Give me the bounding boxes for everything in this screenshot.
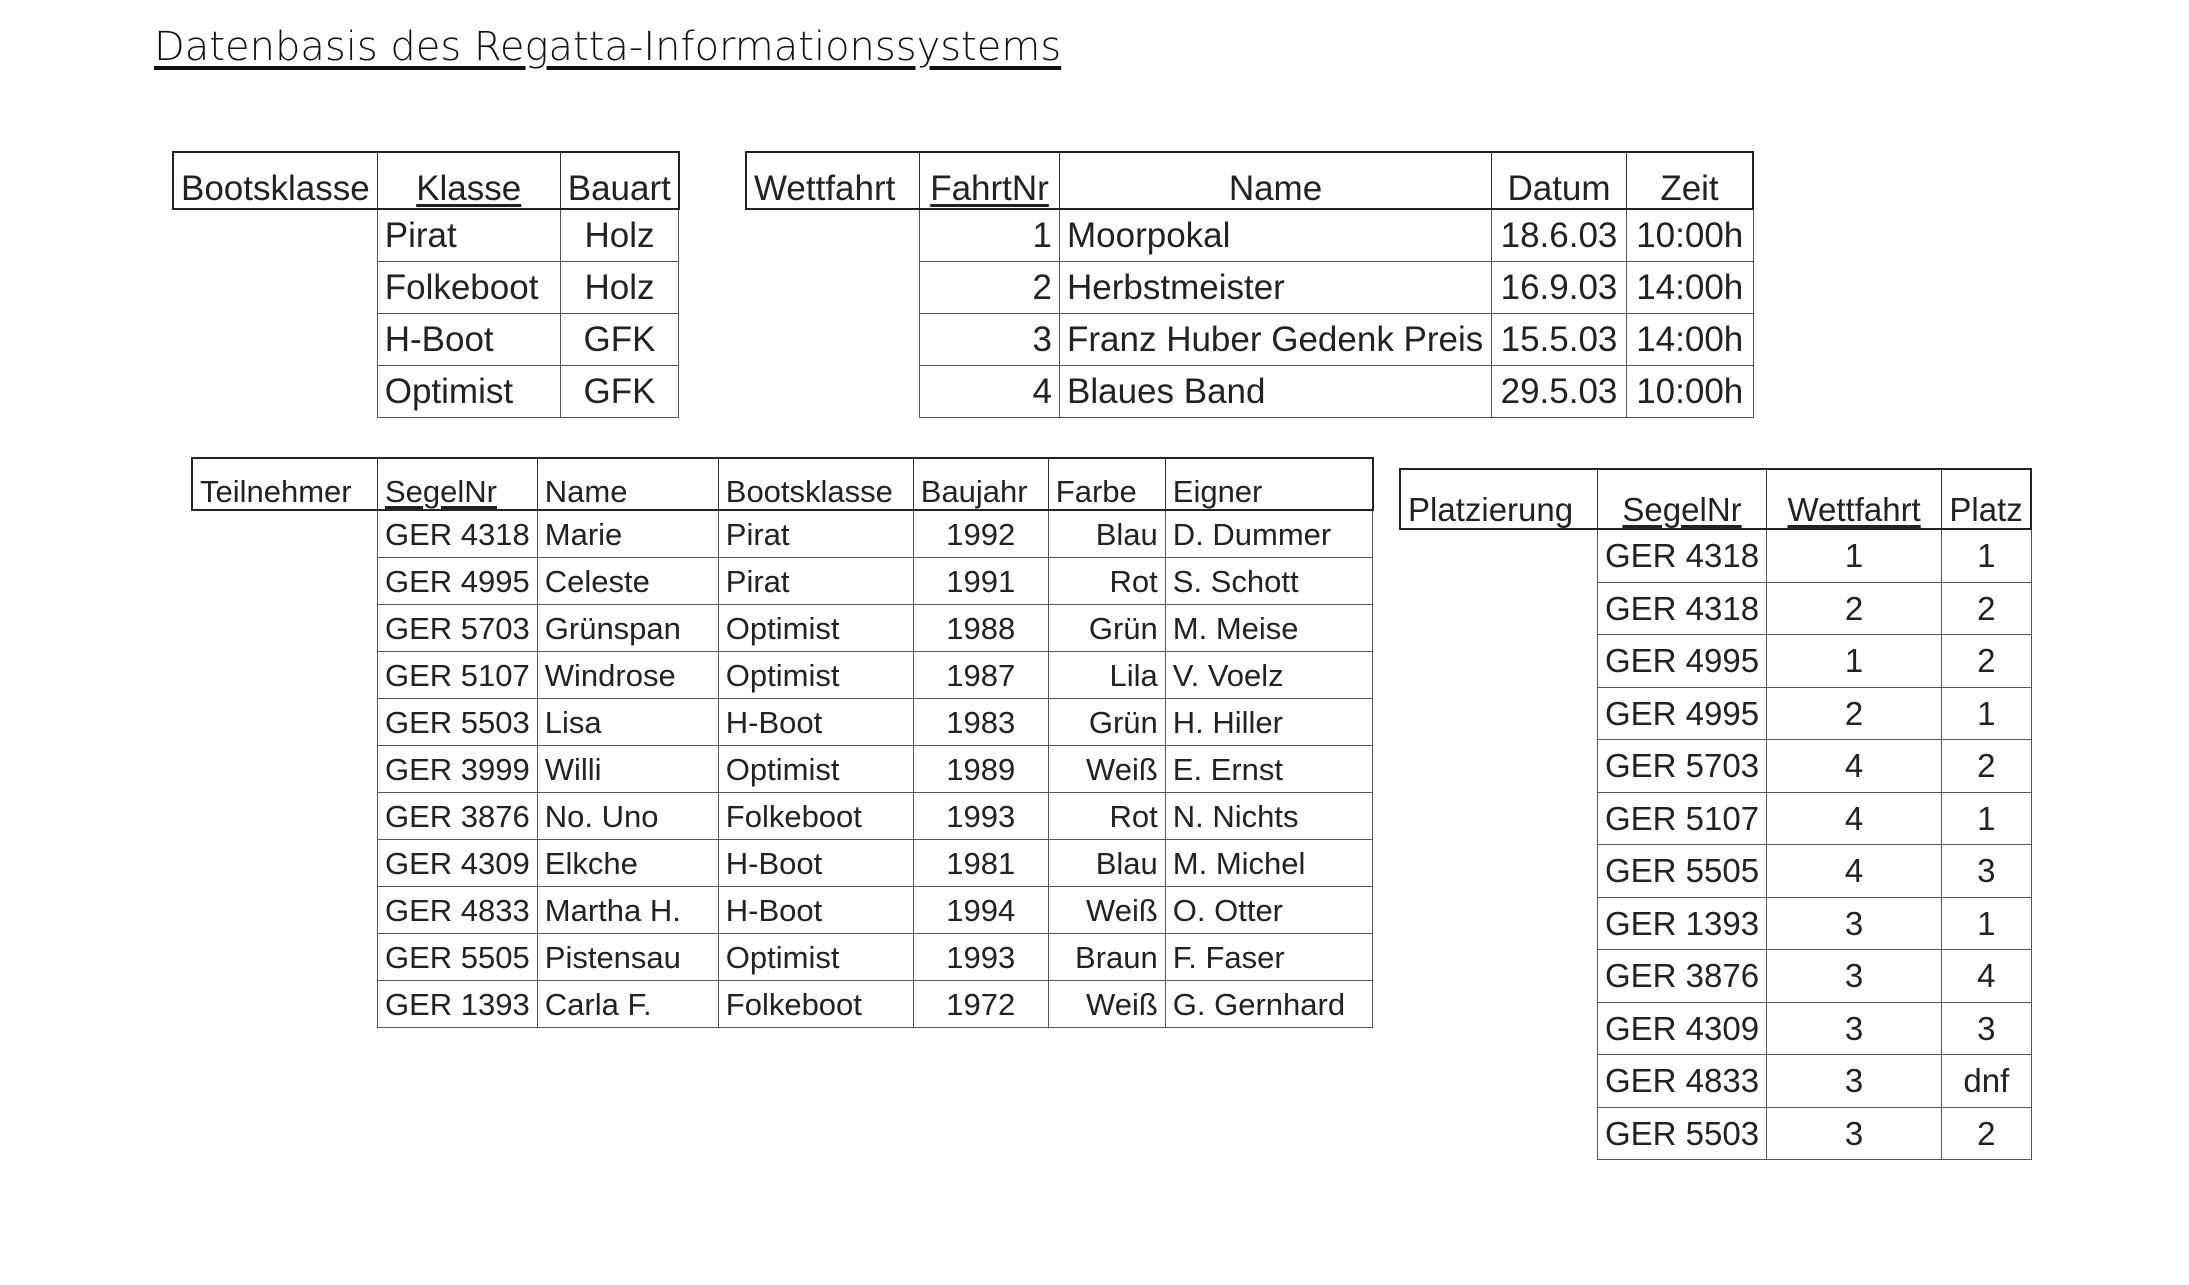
spacer-cell (1400, 1002, 1598, 1055)
table-cell: GER 4318 (1598, 582, 1767, 635)
table-cell: Moorpokal (1060, 209, 1492, 262)
column-header: Name (1060, 152, 1492, 209)
table-cell: GER 5505 (378, 934, 538, 981)
table-cell: G. Gernhard (1165, 981, 1373, 1028)
table-cell: 2 (1942, 635, 2032, 688)
table-cell: 15.5.03 (1492, 314, 1627, 366)
header-row (192, 458, 1373, 510)
column-header: Zeit (1627, 152, 1754, 209)
table-cell: GER 1393 (1598, 897, 1767, 950)
table-row (1400, 582, 2031, 635)
table-cell: Rot (1048, 793, 1165, 840)
table-row (1400, 792, 2031, 845)
table-cell: GFK (560, 314, 679, 366)
table-cell: Optimist (718, 746, 913, 793)
table-cell: Optimist (718, 934, 913, 981)
table-row (1400, 529, 2031, 582)
platzierung-table (1399, 468, 2032, 1160)
spacer-cell (192, 652, 378, 699)
column-header: Farbe (1048, 458, 1165, 510)
table-cell: H-Boot (718, 840, 913, 887)
table-cell: 3 (920, 314, 1060, 366)
table-cell: GER 3999 (378, 746, 538, 793)
table-row (173, 366, 679, 418)
table-cell: F. Faser (1165, 934, 1373, 981)
table-cell: N. Nichts (1165, 793, 1373, 840)
table-cell: 18.6.03 (1492, 209, 1627, 262)
spacer-cell (1400, 1055, 1598, 1108)
table-cell: GER 4833 (378, 887, 538, 934)
spacer-cell (746, 209, 920, 262)
table-cell: Optimist (718, 652, 913, 699)
column-header: FahrtNr (920, 152, 1060, 209)
table-row (192, 510, 1373, 558)
table-cell: 4 (1767, 845, 1942, 898)
table-cell: GER 5505 (1598, 845, 1767, 898)
table-cell: 1987 (913, 652, 1048, 699)
table-cell: Windrose (537, 652, 718, 699)
table-cell: 4 (920, 366, 1060, 418)
spacer-cell (1400, 635, 1598, 688)
table-cell: GER 5503 (378, 699, 538, 746)
column-header: SegelNr (1598, 469, 1767, 529)
table-row (1400, 635, 2031, 688)
column-header: Bootsklasse (718, 458, 913, 510)
table-cell: 1 (1942, 529, 2032, 582)
table-row (1400, 740, 2031, 793)
table-row (192, 981, 1373, 1028)
column-header: Baujahr (913, 458, 1048, 510)
table-row (192, 840, 1373, 887)
column-header: Bauart (560, 152, 679, 209)
table-row (1400, 1002, 2031, 1055)
table-cell: 3 (1767, 1002, 1942, 1055)
table-cell: Pistensau (537, 934, 718, 981)
table-cell: GER 4309 (378, 840, 538, 887)
table-cell: 1991 (913, 558, 1048, 605)
spacer-cell (192, 699, 378, 746)
table-cell: Weiß (1048, 981, 1165, 1028)
table-cell: 2 (920, 262, 1060, 314)
spacer-cell (192, 510, 378, 558)
spacer-cell (1400, 792, 1598, 845)
table-row (192, 887, 1373, 934)
table-row (192, 699, 1373, 746)
table-row (173, 262, 679, 314)
table-cell: 1994 (913, 887, 1048, 934)
table-cell: 10:00h (1627, 209, 1754, 262)
table-cell: 2 (1942, 582, 2032, 635)
table-row (192, 652, 1373, 699)
spacer-cell (192, 934, 378, 981)
table-cell: Weiß (1048, 887, 1165, 934)
table-cell: 3 (1942, 1002, 2032, 1055)
table-cell: Willi (537, 746, 718, 793)
table-row (1400, 1107, 2031, 1160)
table-cell: S. Schott (1165, 558, 1373, 605)
table-row (192, 793, 1373, 840)
table-cell: 2 (1942, 740, 2032, 793)
column-header: Klasse (377, 152, 560, 209)
column-header: Platz (1942, 469, 2032, 529)
table-row (1400, 845, 2031, 898)
table-cell: GER 5703 (1598, 740, 1767, 793)
table-cell: 1993 (913, 934, 1048, 981)
spacer-cell (173, 262, 377, 314)
column-header: Wettfahrt (1767, 469, 1942, 529)
table-row (192, 558, 1373, 605)
table-cell: 2 (1942, 1107, 2032, 1160)
table-cell: Lisa (537, 699, 718, 746)
spacer-cell (746, 262, 920, 314)
header-row (746, 152, 1753, 209)
table-cell: GER 4318 (1598, 529, 1767, 582)
table-cell: Grün (1048, 699, 1165, 746)
spacer-cell (192, 746, 378, 793)
column-header: Eigner (1165, 458, 1373, 510)
spacer-cell (1400, 529, 1598, 582)
table-cell: H. Hiller (1165, 699, 1373, 746)
table-cell: 1 (1942, 687, 2032, 740)
table-row (1400, 950, 2031, 1003)
spacer-cell (746, 314, 920, 366)
table-cell: D. Dummer (1165, 510, 1373, 558)
table-cell: Holz (560, 262, 679, 314)
table-row (173, 209, 679, 262)
table-row (1400, 897, 2031, 950)
table-cell: GER 5503 (1598, 1107, 1767, 1160)
table-cell: 16.9.03 (1492, 262, 1627, 314)
table-cell: GER 5703 (378, 605, 538, 652)
table-cell: Folkeboot (377, 262, 560, 314)
table-cell: Elkche (537, 840, 718, 887)
table-cell: 2 (1767, 687, 1942, 740)
table-cell: Weiß (1048, 746, 1165, 793)
table-cell: GER 4995 (378, 558, 538, 605)
table-cell: Martha H. (537, 887, 718, 934)
bootsklasse-table (172, 151, 680, 418)
table-cell: Celeste (537, 558, 718, 605)
table-cell: 1972 (913, 981, 1048, 1028)
table-cell: Pirat (718, 510, 913, 558)
table-row (192, 605, 1373, 652)
table-cell: E. Ernst (1165, 746, 1373, 793)
table-cell: Marie (537, 510, 718, 558)
table-cell: Blaues Band (1060, 366, 1492, 418)
table-cell: 3 (1767, 950, 1942, 1003)
table-cell: 3 (1767, 1055, 1942, 1108)
spacer-cell (1400, 687, 1598, 740)
spacer-cell (1400, 740, 1598, 793)
table-cell: Braun (1048, 934, 1165, 981)
table-cell: Folkeboot (718, 981, 913, 1028)
table-cell: GER 5107 (378, 652, 538, 699)
table-cell: Lila (1048, 652, 1165, 699)
table-cell: Blau (1048, 510, 1165, 558)
table-cell: GER 4995 (1598, 635, 1767, 688)
table-cell: Optimist (377, 366, 560, 418)
table-cell: Pirat (377, 209, 560, 262)
table-cell: GFK (560, 366, 679, 418)
table-cell: 14:00h (1627, 314, 1754, 366)
table-cell: H-Boot (377, 314, 560, 366)
relation-name: Teilnehmer (192, 458, 378, 510)
table-cell: H-Boot (718, 699, 913, 746)
spacer-cell (1400, 582, 1598, 635)
table-cell: 1988 (913, 605, 1048, 652)
table-cell: 2 (1767, 582, 1942, 635)
table-cell: 4 (1767, 740, 1942, 793)
table-cell: No. Uno (537, 793, 718, 840)
table-cell: Folkeboot (718, 793, 913, 840)
column-header: Name (537, 458, 718, 510)
table-cell: GER 3876 (1598, 950, 1767, 1003)
table-row (746, 262, 1753, 314)
spacer-cell (746, 366, 920, 418)
table-cell: GER 4309 (1598, 1002, 1767, 1055)
relation-name: Wettfahrt (746, 152, 920, 209)
spacer-cell (173, 366, 377, 418)
table-row (746, 209, 1753, 262)
table-cell: M. Meise (1165, 605, 1373, 652)
table-row (1400, 1055, 2031, 1108)
table-cell: 1 (1767, 635, 1942, 688)
table-cell: GER 1393 (378, 981, 538, 1028)
table-cell: Herbstmeister (1060, 262, 1492, 314)
table-cell: Carla F. (537, 981, 718, 1028)
teilnehmer-table (191, 457, 1374, 1028)
table-cell: 1 (1767, 529, 1942, 582)
table-cell: Holz (560, 209, 679, 262)
table-cell: 14:00h (1627, 262, 1754, 314)
table-cell: 3 (1767, 897, 1942, 950)
table-row (746, 366, 1753, 418)
table-cell: GER 4318 (378, 510, 538, 558)
table-row (192, 934, 1373, 981)
column-header: SegelNr (378, 458, 538, 510)
spacer-cell (192, 840, 378, 887)
table-cell: Franz Huber Gedenk Preis (1060, 314, 1492, 366)
table-cell: O. Otter (1165, 887, 1373, 934)
relation-name: Platzierung (1400, 469, 1598, 529)
table-cell: Grün (1048, 605, 1165, 652)
table-cell: GER 5107 (1598, 792, 1767, 845)
page-title: Datenbasis des Regatta-Informationssystems (154, 24, 1062, 70)
table-cell: GER 3876 (378, 793, 538, 840)
table-cell: 10:00h (1627, 366, 1754, 418)
spacer-cell (1400, 950, 1598, 1003)
table-cell: 1981 (913, 840, 1048, 887)
table-cell: M. Michel (1165, 840, 1373, 887)
table-cell: 1983 (913, 699, 1048, 746)
spacer-cell (173, 314, 377, 366)
table-cell: 1 (1942, 897, 2032, 950)
table-cell: 29.5.03 (1492, 366, 1627, 418)
spacer-cell (192, 558, 378, 605)
table-cell: V. Voelz (1165, 652, 1373, 699)
spacer-cell (173, 209, 377, 262)
spacer-cell (1400, 845, 1598, 898)
table-row (192, 746, 1373, 793)
table-row (173, 314, 679, 366)
table-cell: 1 (1942, 792, 2032, 845)
spacer-cell (192, 981, 378, 1028)
table-row (1400, 687, 2031, 740)
spacer-cell (192, 793, 378, 840)
table-cell: 4 (1942, 950, 2032, 1003)
table-cell: 3 (1767, 1107, 1942, 1160)
spacer-cell (192, 887, 378, 934)
spacer-cell (192, 605, 378, 652)
table-cell: 4 (1767, 792, 1942, 845)
table-cell: H-Boot (718, 887, 913, 934)
table-cell: Blau (1048, 840, 1165, 887)
column-header: Datum (1492, 152, 1627, 209)
spacer-cell (1400, 897, 1598, 950)
table-cell: 3 (1942, 845, 2032, 898)
table-cell: 1993 (913, 793, 1048, 840)
spacer-cell (1400, 1107, 1598, 1160)
table-cell: dnf (1942, 1055, 2032, 1108)
table-cell: 1 (920, 209, 1060, 262)
table-row (746, 314, 1753, 366)
table-cell: Grünspan (537, 605, 718, 652)
wettfahrt-table (745, 151, 1754, 418)
table-cell: 1989 (913, 746, 1048, 793)
relation-name: Bootsklasse (173, 152, 377, 209)
table-cell: GER 4833 (1598, 1055, 1767, 1108)
table-cell: 1992 (913, 510, 1048, 558)
table-cell: Rot (1048, 558, 1165, 605)
table-cell: Optimist (718, 605, 913, 652)
table-cell: GER 4995 (1598, 687, 1767, 740)
table-cell: Pirat (718, 558, 913, 605)
header-row (1400, 469, 2031, 529)
header-row (173, 152, 679, 209)
